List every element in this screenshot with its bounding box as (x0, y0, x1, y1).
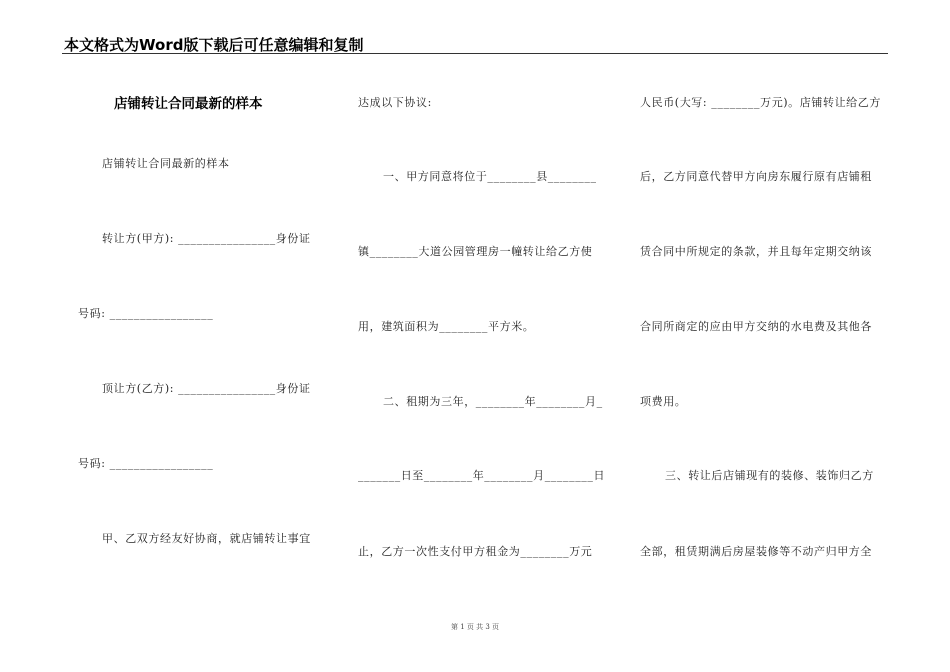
paragraph-line: 赁合同中所规定的条款，并且每年定期交纳该 (640, 245, 872, 258)
page-number: 第 1 页 共 3 页 (450, 623, 500, 631)
paragraph-line: 甲、乙双方经友好协商，就店铺转让事宜 (102, 532, 311, 545)
paragraph-line: 镇________大道公园管理房一幢转让给乙方使 (358, 245, 593, 258)
paragraph-line: 一、甲方同意将位于________县________ (383, 170, 597, 183)
paragraph-line: 合同所商定的应由甲方交纳的水电费及其他各 (640, 320, 872, 333)
paragraph-line: 号码: _________________ (78, 457, 214, 470)
paragraph-line: 顶让方(乙方): ________________身份证 (102, 382, 311, 395)
paragraph-line: 三、转让后店铺现有的装修、装饰归乙方 (665, 469, 874, 482)
paragraph-line: 达成以下协议: (358, 96, 432, 109)
header-banner: 本文格式为Word版下载后可任意编辑和复制 (64, 36, 364, 54)
paragraph-line: 止，乙方一次性支付甲方租金为________万元 (358, 545, 593, 558)
paragraph-line: 转让方(甲方): ________________身份证 (102, 232, 311, 245)
paragraph-line: 用，建筑面积为________平方米。 (358, 320, 535, 333)
document-title: 店铺转让合同最新的样本 (114, 96, 263, 112)
paragraph-line: 全部，租赁期满后房屋装修等不动产归甲方全 (640, 545, 872, 558)
paragraph-line: 人民币(大写: ________万元)。店铺转让给乙方 (640, 96, 881, 109)
paragraph-line: 号码: _________________ (78, 307, 214, 320)
paragraph-line: 项费用。 (640, 395, 687, 408)
paragraph-line: 后，乙方同意代替甲方向房东履行原有店铺租 (640, 170, 872, 183)
header-divider (62, 53, 888, 54)
paragraph-line: _______日至________年________月________日 (358, 469, 606, 482)
paragraph-line: 店铺转让合同最新的样本 (102, 157, 230, 170)
paragraph-line: 二、租期为三年，________年________月_ (383, 395, 603, 408)
